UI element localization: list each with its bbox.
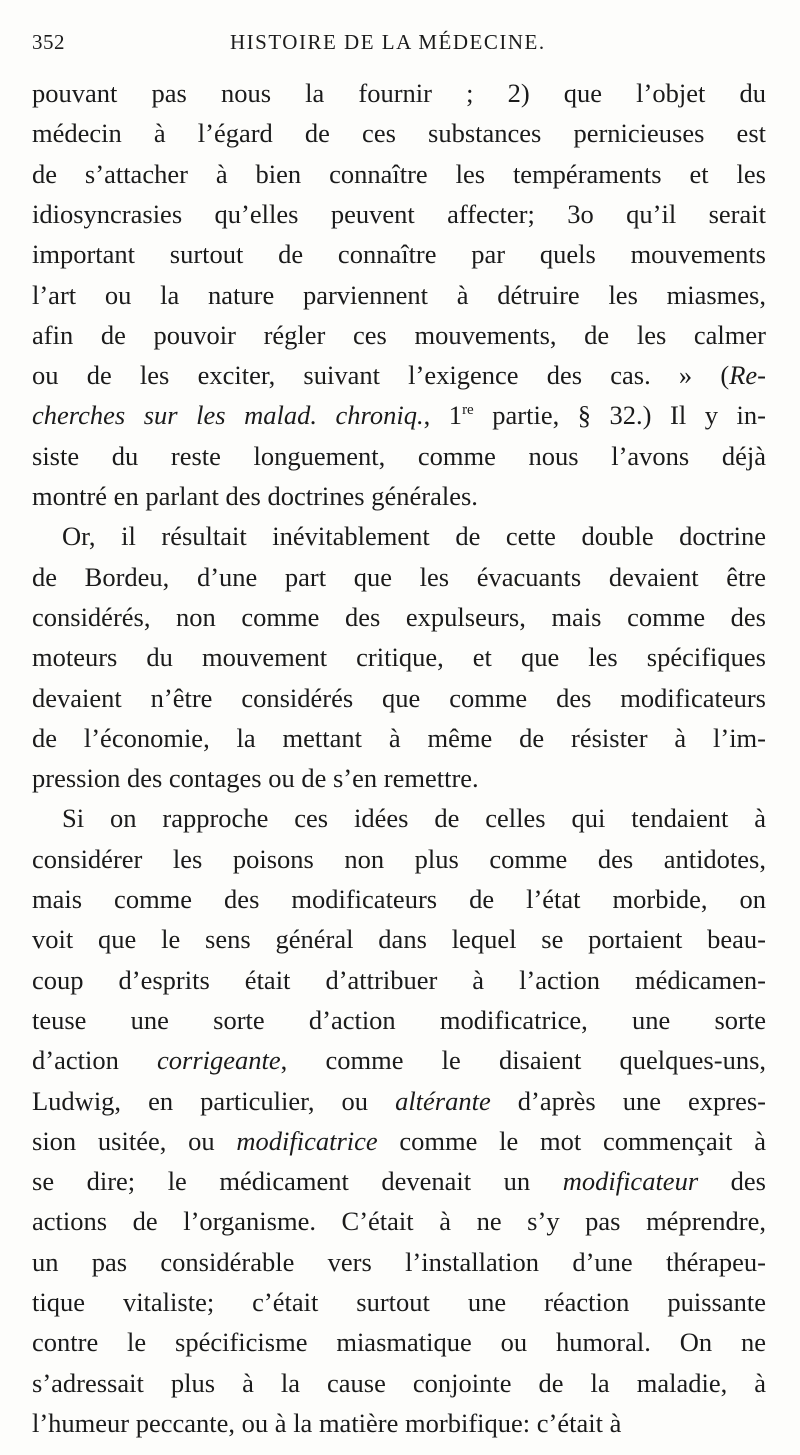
italic-text: modificatrice [236, 1125, 378, 1156]
text-segment: actions de l’organisme. C’était à ne s’y pas méprendre, [32, 1206, 766, 1237]
text-segment: comme le mot commençait à [377, 1125, 767, 1156]
text-segment: montré en parlant des doctrines générales. [32, 481, 478, 511]
text-segment: un pas considérable vers l’installation d’une thérapeu- [32, 1246, 766, 1277]
text-segment: , 1 [423, 400, 463, 431]
italic-text: modificateur [562, 1166, 699, 1197]
text-line [32, 1000, 766, 1040]
text-line [32, 597, 766, 637]
text-segment: afin de pouvoir régler ces mouvements, de les calmer [32, 319, 766, 350]
text-line [32, 678, 766, 718]
text-line [32, 315, 766, 355]
text-segment: coup d’esprits était d’attribuer à l’action médicamen- [32, 964, 766, 995]
text-segment: , comme le disaient quelques-uns, [280, 1045, 767, 1076]
text-segment: mais comme des modificateurs de l’état morbide, on [32, 884, 766, 914]
text-segment: considérés, non comme des expulseurs, mais comme des [32, 601, 766, 632]
superscript-text: re [462, 402, 474, 419]
text-line [32, 113, 766, 153]
text-line [32, 879, 766, 919]
text-line [62, 516, 766, 556]
text-segment: ou de les exciter, suivant l’exigence des cas. » ( [32, 360, 730, 391]
text-segment: sion usitée, ou [32, 1125, 237, 1156]
text-segment: tique vitaliste; c’était surtout une réaction puissante [32, 1287, 766, 1317]
text-line [32, 1403, 766, 1443]
text-segment: partie, § 32.) Il y in- [473, 400, 766, 431]
text-line [32, 1121, 766, 1161]
text-segment: d’action [32, 1045, 158, 1076]
text-line [32, 154, 766, 194]
page-header [32, 30, 772, 60]
text-segment: Ludwig, en particulier, ou [32, 1085, 396, 1116]
text-segment: devaient n’être considérés que comme des modificateurs [32, 682, 766, 713]
text-segment: considérer les poisons non plus comme des antidotes, [32, 843, 766, 874]
text-segment: Si on rapproche ces idées de celles qui tendaient à [62, 803, 766, 834]
text-segment: l’humeur peccante, ou à la matière morbifique: c’était à [32, 1407, 622, 1438]
text-line [32, 1322, 766, 1362]
text-line [32, 73, 766, 113]
text-segment: de l’économie, la mettant à même de résister à l’im- [32, 722, 766, 753]
italic-text: altérante [395, 1085, 491, 1116]
text-line [32, 476, 766, 516]
text-line [32, 234, 766, 274]
text-line [32, 1201, 766, 1241]
text-line [32, 194, 766, 234]
page-number: 352 [32, 30, 65, 54]
text-segment: teuse une sorte d’action modificatrice, une sorte [32, 1004, 766, 1035]
text-line [32, 758, 766, 798]
running-title: HISTOIRE DE LA MÉDECINE. [230, 30, 546, 54]
text-line [32, 960, 766, 1000]
text-segment: pression des contages ou de s’en remettre. [32, 763, 479, 794]
text-segment: s’adressait plus à la cause conjointe de la maladie, à [32, 1367, 766, 1398]
text-segment: Or, il résultait inévitablement de cette double doctrine [62, 521, 766, 552]
text-segment: de s’attacher à bien connaître les tempéraments et les [32, 158, 766, 189]
text-segment: important surtout de connaître par quels mouvements [32, 239, 766, 270]
text-line [32, 839, 766, 879]
italic-text: Re- [729, 360, 766, 391]
text-line [32, 436, 766, 476]
text-segment: de Bordeu, d’une part que les évacuants devaient être [32, 561, 766, 592]
text-segment: moteurs du mouvement critique, et que les spécifiques [32, 642, 766, 673]
text-segment: des [698, 1166, 766, 1197]
text-segment: d’après une expres- [490, 1085, 767, 1116]
text-line [32, 1040, 766, 1080]
text-line [32, 557, 766, 597]
text-line [62, 798, 766, 838]
italic-text: corrigeante [157, 1045, 281, 1076]
text-line [32, 1242, 766, 1282]
text-line [32, 1363, 766, 1403]
text-segment: idiosyncrasies qu’elles peuvent affecter; 3o qu’il serait [32, 198, 766, 229]
text-line [32, 1161, 766, 1201]
text-line [32, 395, 766, 435]
text-segment: voit que le sens général dans lequel se portaient beau- [32, 924, 766, 955]
text-segment: se dire; le médicament devenait un [32, 1166, 563, 1197]
text-line [32, 919, 766, 959]
text-line [32, 718, 766, 758]
text-segment: médecin à l’égard de ces substances pernicieuses est [32, 118, 766, 149]
text-line [32, 275, 766, 315]
text-line [32, 1282, 766, 1322]
text-segment: contre le spécificisme miasmatique ou humoral. On ne [32, 1327, 766, 1358]
text-segment: l’art ou la nature parviennent à détruire les miasmes, [32, 279, 766, 310]
italic-text: cherches sur les malad. chroniq. [32, 400, 424, 431]
text-segment: pouvant pas nous la fournir ; 2) que l’objet du [32, 78, 766, 108]
text-line [32, 1081, 766, 1121]
text-segment: siste du reste longuement, comme nous l’avons déjà [32, 440, 766, 471]
text-line [32, 355, 766, 395]
text-line [32, 637, 766, 677]
